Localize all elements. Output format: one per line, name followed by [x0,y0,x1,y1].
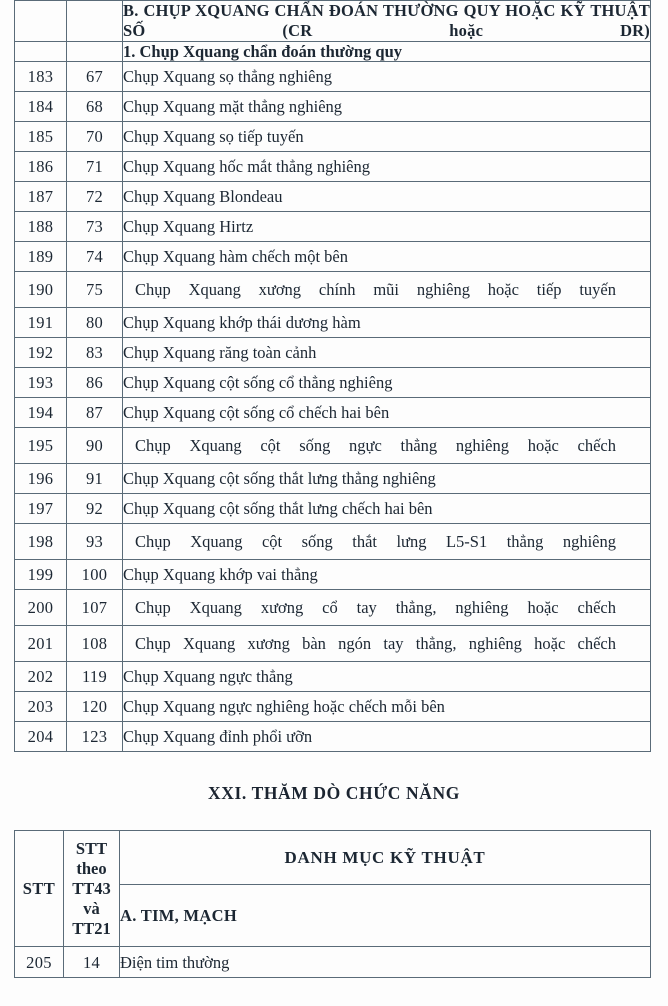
row-tt: 92 [67,494,123,524]
row-stt: 192 [15,338,67,368]
row-tt: 93 [67,524,123,560]
table-row [15,560,651,590]
row-name: Chụp Xquang hốc mắt thẳng nghiêng [123,152,651,182]
table1-subsection-header-row [15,41,651,62]
row-stt: 202 [15,662,67,692]
table-row [15,590,651,626]
row-stt: 199 [15,560,67,590]
row-tt: 86 [67,368,123,398]
row-name: Chụp Xquang ngực thẳng [123,662,651,692]
row-tt: 72 [67,182,123,212]
row-stt: 185 [15,122,67,152]
table2-body [15,831,651,978]
section-header-tt-cell [67,1,123,42]
row-stt: 183 [15,62,67,92]
row-name: Chụp Xquang đỉnh phổi ưỡn [123,722,651,752]
table-row [15,692,651,722]
row-name: Chụp Xquang cột sống thắt lưng chếch hai bên [123,494,651,524]
row-tt: 83 [67,338,123,368]
table-row [15,272,651,308]
table2-col2-header: STT theo TT43 và TT21 [64,831,120,947]
row-tt: 123 [67,722,123,752]
table2-header-row-1 [15,831,651,885]
table2-col1-header: STT [15,831,64,947]
row-stt: 197 [15,494,67,524]
row-stt: 198 [15,524,67,560]
row-stt: 205 [15,947,64,978]
row-stt: 201 [15,626,67,662]
row-tt: 120 [67,692,123,722]
table2-col3-header: DANH MỤC KỸ THUẬT [120,831,651,885]
row-tt: 90 [67,428,123,464]
row-tt: 68 [67,92,123,122]
subsection-header-tt-cell [67,41,123,62]
row-name: Điện tim thường [120,947,651,978]
row-stt: 189 [15,242,67,272]
table-row [15,947,651,978]
row-tt: 75 [67,272,123,308]
row-tt: 71 [67,152,123,182]
section-heading: XXI. THĂM DÒ CHỨC NĂNG [208,783,460,804]
table-row [15,92,651,122]
table-row [15,338,651,368]
row-name: Chụp Xquang khớp vai thẳng [123,560,651,590]
table-row [15,722,651,752]
row-stt: 196 [15,464,67,494]
row-tt: 70 [67,122,123,152]
functional-exploration-table [14,830,651,978]
row-name: Chụp Xquang xương bàn ngón tay thẳng, nghiêng hoặc chếch [123,626,651,662]
section-header-title: B. CHỤP XQUANG CHẨN ĐOÁN THƯỜNG QUY HOẶC KỸ THUẬT SỐ (CR hoặc DR) [123,1,650,40]
table1-body [15,1,651,752]
row-tt: 107 [67,590,123,626]
table-row [15,62,651,92]
row-stt: 203 [15,692,67,722]
row-stt: 204 [15,722,67,752]
table-row [15,464,651,494]
row-stt: 184 [15,92,67,122]
table-row [15,368,651,398]
row-name: Chụp Xquang xương cổ tay thẳng, nghiêng hoặc chếch [123,590,651,626]
table-row [15,626,651,662]
row-tt: 73 [67,212,123,242]
row-tt: 14 [64,947,120,978]
table-row [15,524,651,560]
row-tt: 74 [67,242,123,272]
row-name: Chụp Xquang sọ thẳng nghiêng [123,62,651,92]
table-row [15,494,651,524]
row-name: Chụp Xquang xương chính mũi nghiêng hoặc tiếp tuyến [123,272,651,308]
row-name: Chụp Xquang Blondeau [123,182,651,212]
table-row [15,242,651,272]
row-stt: 190 [15,272,67,308]
row-name: Chụp Xquang Hirtz [123,212,651,242]
row-stt: 191 [15,308,67,338]
row-name: Chụp Xquang mặt thẳng nghiêng [123,92,651,122]
table-row [15,122,651,152]
row-name: Chụp Xquang cột sống thắt lưng thẳng nghiêng [123,464,651,494]
row-name: Chụp Xquang cột sống ngực thẳng nghiêng hoặc chếch [123,428,651,464]
row-tt: 67 [67,62,123,92]
row-tt: 119 [67,662,123,692]
row-stt: 194 [15,398,67,428]
row-name: Chụp Xquang cột sống cổ chếch hai bên [123,398,651,428]
row-name: Chụp Xquang cột sống thắt lưng L5-S1 thẳng nghiêng [123,524,651,560]
row-stt: 193 [15,368,67,398]
row-stt: 188 [15,212,67,242]
table-row [15,182,651,212]
row-stt: 187 [15,182,67,212]
row-stt: 186 [15,152,67,182]
section-header-stt-cell [15,1,67,42]
table-row [15,428,651,464]
table-row [15,308,651,338]
row-tt: 91 [67,464,123,494]
row-name: Chụp Xquang cột sống cổ thẳng nghiêng [123,368,651,398]
xray-procedure-table [14,0,651,752]
table-row [15,662,651,692]
row-stt: 195 [15,428,67,464]
table2-group-label: A. TIM, MẠCH [120,885,651,947]
row-tt: 100 [67,560,123,590]
table1-section-header-row [15,1,651,42]
table-row [15,212,651,242]
table-row [15,398,651,428]
subsection-header-title: 1. Chụp Xquang chẩn đoán thường quy [123,41,651,62]
table-row [15,152,651,182]
row-name: Chụp Xquang ngực nghiêng hoặc chếch mỗi bên [123,692,651,722]
row-name: Chụp Xquang khớp thái dương hàm [123,308,651,338]
row-name: Chụp Xquang sọ tiếp tuyến [123,122,651,152]
row-name: Chụp Xquang hàm chếch một bên [123,242,651,272]
row-stt: 200 [15,590,67,626]
row-name: Chụp Xquang răng toàn cảnh [123,338,651,368]
subsection-header-stt-cell [15,41,67,62]
row-tt: 108 [67,626,123,662]
row-tt: 80 [67,308,123,338]
row-tt: 87 [67,398,123,428]
functional-exploration-table-wrap [14,830,654,978]
